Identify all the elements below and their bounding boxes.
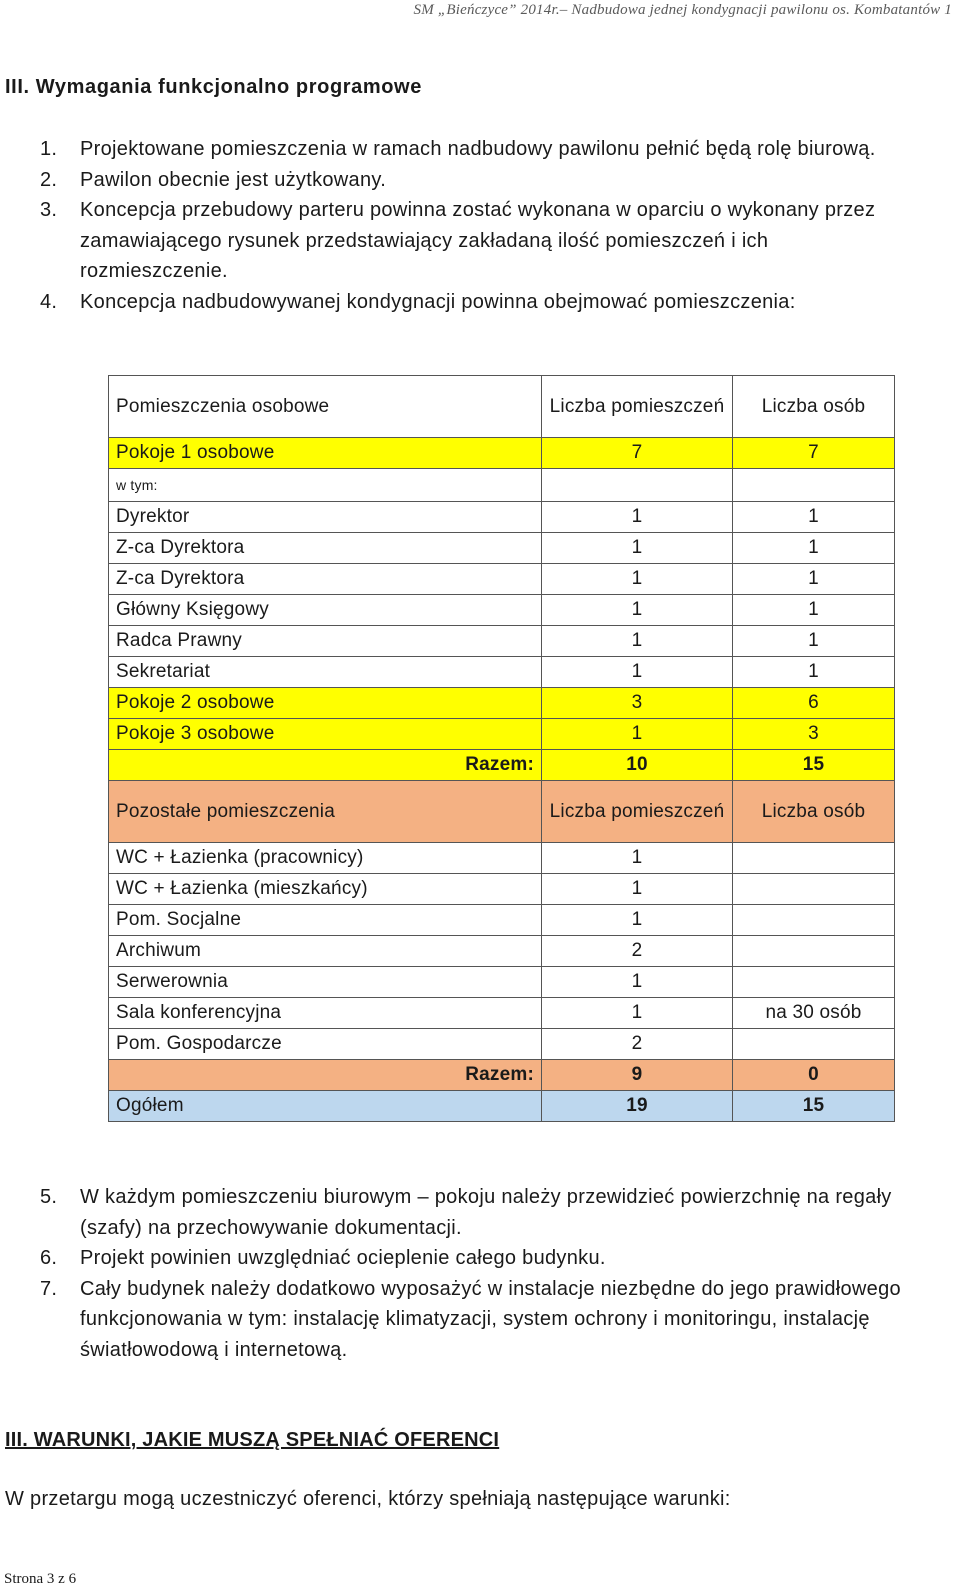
header-cell: Liczba osób xyxy=(733,376,895,438)
table-cell xyxy=(542,469,733,502)
rooms-table xyxy=(108,375,895,1122)
list-item xyxy=(0,134,920,165)
conditions-paragraph: W przetargu mogą uczestniczyć oferenci, którzy spełniają następujące warunki: xyxy=(5,1488,731,1510)
list-number: 6. xyxy=(40,1247,58,1269)
table-cell: 10 xyxy=(542,750,733,781)
table-cell: 1 xyxy=(542,719,733,750)
list-number: 3. xyxy=(40,199,58,221)
table-cell: 7 xyxy=(542,438,733,469)
page-header: SM „Bieńczyce” 2014r.– Nadbudowa jednej kondygnacji pawilonu os. Kombatantów 1 xyxy=(413,2,952,18)
table-cell: 0 xyxy=(733,1060,895,1091)
list-number: 2. xyxy=(40,168,58,191)
table-row-office-total xyxy=(109,750,895,781)
list-text: Cały budynek należy dodatkowo wyposażyć w instalacje niezbędne do jego prawidłowego funkcjonowania w tym: instalację klimatyzacji, system ochrony i monitoringu, instalację światłowodową i internetową. xyxy=(80,1277,901,1361)
list-item xyxy=(0,287,920,318)
table-cell: 1 xyxy=(542,502,733,533)
table-cell: 1 xyxy=(733,502,895,533)
list-item xyxy=(0,195,920,287)
table-cell: 1 xyxy=(542,998,733,1029)
table-row-pokoje-1 xyxy=(109,438,895,469)
table-cell xyxy=(733,874,895,905)
table-cell: 9 xyxy=(542,1060,733,1091)
table-row xyxy=(109,967,895,998)
requirements-list-1 xyxy=(0,134,920,317)
table-row xyxy=(109,502,895,533)
section-title-requirements: III. Wymagania funkcjonalno programowe xyxy=(5,76,422,98)
table-cell: Z-ca Dyrektora xyxy=(109,564,542,595)
list-text: Projektowane pomieszczenia w ramach nadbudowy pawilonu pełnić będą rolę biurową. xyxy=(80,138,876,160)
list-text: Koncepcja przebudowy parteru powinna zostać wykonana w oparciu o wykonany przez zamawiającego rysunek przedstawiający zakładaną ilość pomieszczeń i ich rozmieszczenie. xyxy=(80,199,876,282)
requirements-list-2 xyxy=(0,1182,920,1365)
table-row xyxy=(109,595,895,626)
table-cell xyxy=(733,967,895,998)
list-item xyxy=(0,1274,920,1366)
list-text: Pawilon obecnie jest użytkowany. xyxy=(80,168,387,191)
table-cell: 1 xyxy=(542,533,733,564)
table-row xyxy=(109,936,895,967)
table-cell: Pom. Gospodarcze xyxy=(109,1029,542,1060)
table-row xyxy=(109,564,895,595)
table-cell: 1 xyxy=(733,533,895,564)
header-cell: Liczba osób xyxy=(733,781,895,843)
table-row-other-total xyxy=(109,1060,895,1091)
table-cell: 1 xyxy=(542,564,733,595)
table-row xyxy=(109,843,895,874)
table-cell: WC + Łazienka (mieszkańcy) xyxy=(109,874,542,905)
table-cell: 1 xyxy=(733,595,895,626)
table-row-w-tym xyxy=(109,469,895,502)
table-row xyxy=(109,905,895,936)
table-header-office xyxy=(109,376,895,438)
table-cell: Pom. Socjalne xyxy=(109,905,542,936)
table-cell: 1 xyxy=(542,843,733,874)
table-cell: 1 xyxy=(733,564,895,595)
table-cell: 2 xyxy=(542,1029,733,1060)
table-cell xyxy=(733,936,895,967)
table-cell: Główny Księgowy xyxy=(109,595,542,626)
table-cell xyxy=(733,843,895,874)
list-number: 5. xyxy=(40,1186,58,1208)
table-cell: w tym: xyxy=(109,469,542,502)
table-cell: 1 xyxy=(733,626,895,657)
header-cell: Pomieszczenia osobowe xyxy=(109,376,542,438)
table-cell: 2 xyxy=(542,936,733,967)
table-row xyxy=(109,998,895,1029)
table-cell: Radca Prawny xyxy=(109,626,542,657)
table-cell: 6 xyxy=(733,688,895,719)
table-cell: Archiwum xyxy=(109,936,542,967)
total-label: Razem: xyxy=(109,750,542,781)
table-row-pokoje-3 xyxy=(109,719,895,750)
list-number: 7. xyxy=(40,1277,58,1300)
table-cell: 1 xyxy=(542,905,733,936)
table-header-other xyxy=(109,781,895,843)
total-label: Razem: xyxy=(109,1060,542,1091)
table-cell: WC + Łazienka (pracownicy) xyxy=(109,843,542,874)
list-item xyxy=(0,1182,920,1243)
table-cell: 1 xyxy=(542,626,733,657)
list-item xyxy=(0,165,920,196)
table-row-pokoje-2 xyxy=(109,688,895,719)
table-cell: 1 xyxy=(542,874,733,905)
table-cell: Serwerownia xyxy=(109,967,542,998)
table-row xyxy=(109,1029,895,1060)
table-cell xyxy=(733,1029,895,1060)
list-number: 4. xyxy=(40,290,58,313)
table-row xyxy=(109,626,895,657)
list-text: Projekt powinien uwzględniać ocieplenie całego budynku. xyxy=(80,1247,606,1269)
header-cell: Pozostałe pomieszczenia xyxy=(109,781,542,843)
table-cell: 15 xyxy=(733,1091,895,1122)
table-cell: 3 xyxy=(733,719,895,750)
list-number: 1. xyxy=(40,138,58,160)
table-cell: Pokoje 3 osobowe xyxy=(109,719,542,750)
table-cell: 1 xyxy=(733,657,895,688)
table-row xyxy=(109,874,895,905)
table-cell: 15 xyxy=(733,750,895,781)
page-footer: Strona 3 z 6 xyxy=(4,1571,77,1587)
list-item xyxy=(0,1243,920,1274)
table-cell xyxy=(733,905,895,936)
list-text: Koncepcja nadbudowywanej kondygnacji powinna obejmować pomieszczenia: xyxy=(80,290,796,313)
table-cell: 3 xyxy=(542,688,733,719)
table-cell: 19 xyxy=(542,1091,733,1122)
table-cell: 7 xyxy=(733,438,895,469)
table-cell: Sekretariat xyxy=(109,657,542,688)
list-text: W każdym pomieszczeniu biurowym – pokoju należy przewidzieć powierzchnię na regały (szafy) na przechowywanie dokumentacji. xyxy=(80,1186,892,1239)
table-cell: Pokoje 1 osobowe xyxy=(109,438,542,469)
table-cell: Pokoje 2 osobowe xyxy=(109,688,542,719)
table-row xyxy=(109,533,895,564)
table-cell: 1 xyxy=(542,967,733,998)
table-cell: 1 xyxy=(542,595,733,626)
table-cell: Sala konferencyjna xyxy=(109,998,542,1029)
header-cell: Liczba pomieszczeń xyxy=(542,781,733,843)
total-label: Ogółem xyxy=(109,1091,542,1122)
table-cell: na 30 osób xyxy=(733,998,895,1029)
section-title-conditions: III. WARUNKI, JAKIE MUSZĄ SPEŁNIAĆ OFERENCI xyxy=(5,1429,500,1451)
table-cell: Z-ca Dyrektora xyxy=(109,533,542,564)
table-cell: Dyrektor xyxy=(109,502,542,533)
table-row-grand-total xyxy=(109,1091,895,1122)
table-cell: 1 xyxy=(542,657,733,688)
table-row xyxy=(109,657,895,688)
header-cell: Liczba pomieszczeń xyxy=(542,376,733,438)
table-cell xyxy=(733,469,895,502)
